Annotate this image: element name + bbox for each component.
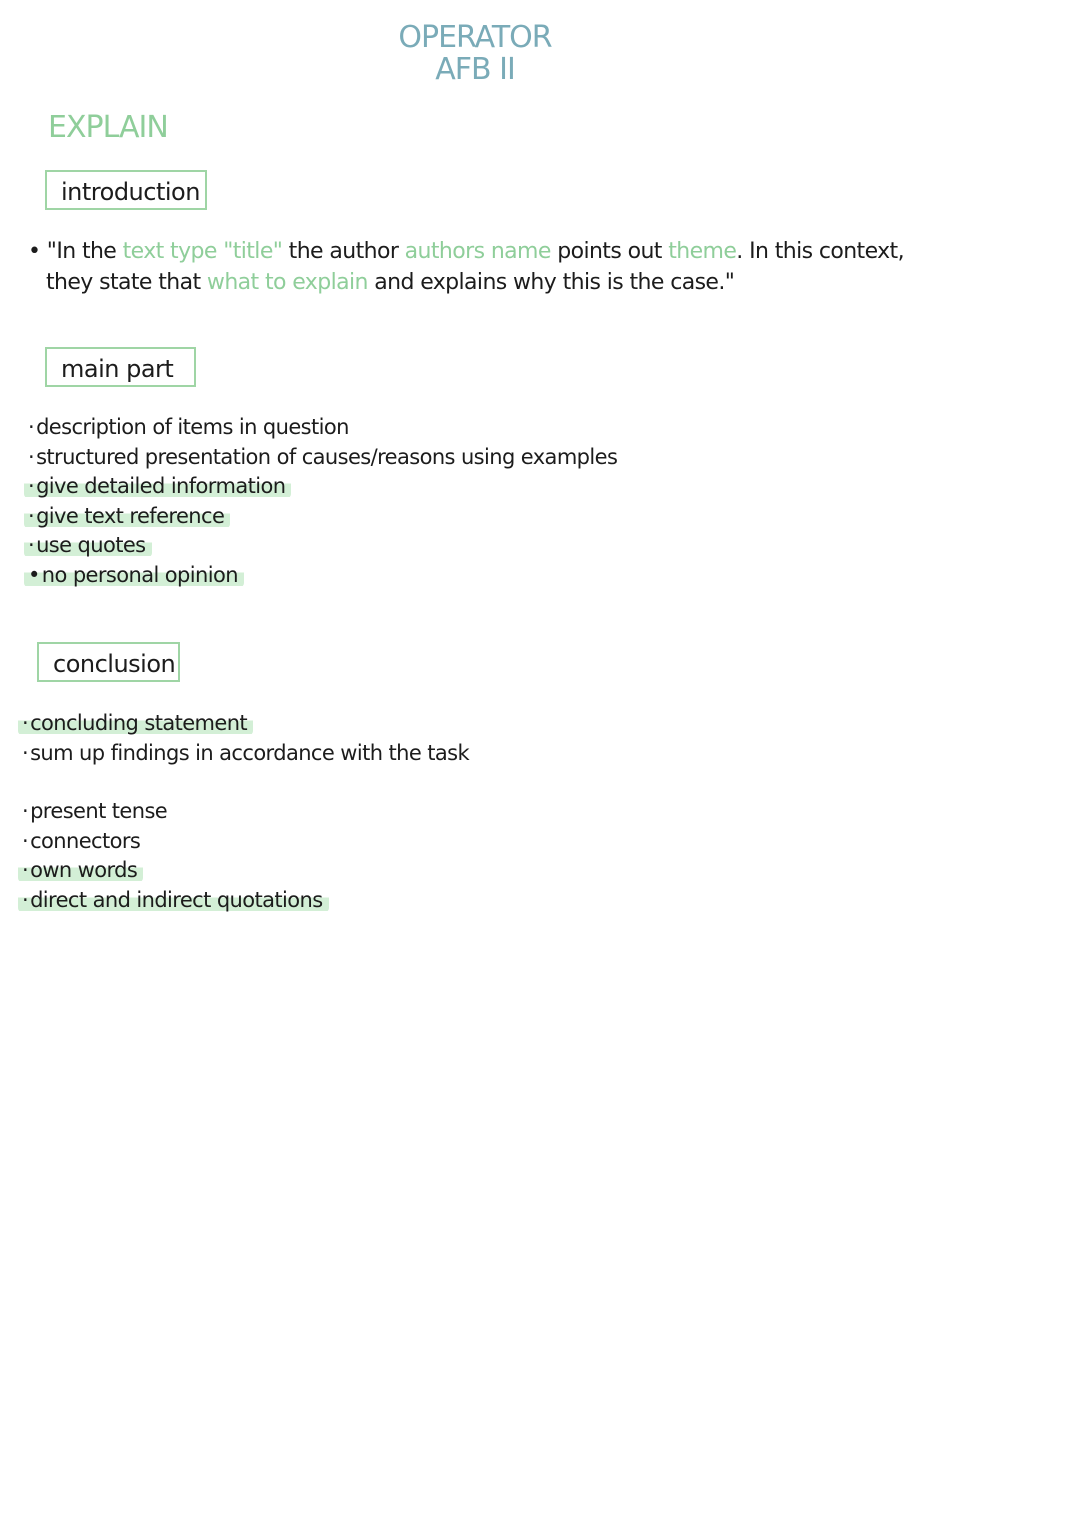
conclusion-label: conclusion <box>53 650 176 678</box>
list-item: ·description of items in question <box>28 415 349 439</box>
intro-text-5: . In this context, <box>736 239 904 264</box>
intro-line-2 <box>28 267 1028 298</box>
list-item: •no personal opinion <box>24 561 623 591</box>
list-item: ·give detailed information <box>24 472 623 502</box>
placeholder-title: "title" <box>223 239 283 264</box>
bullet-dot: • <box>28 239 41 264</box>
page-title: EXPLAIN <box>48 110 168 145</box>
intro-text-3: the author <box>282 239 405 264</box>
intro-text-7: and explains why this is the case." <box>367 270 735 295</box>
list-item: ·present tense <box>22 799 168 823</box>
conclusion-label-box <box>37 642 180 682</box>
main-part-label-box <box>45 347 196 387</box>
list-item: ·own words <box>18 856 329 886</box>
main-part-list <box>24 413 623 590</box>
header-line-operator: OPERATOR <box>398 20 552 55</box>
placeholder-theme: theme <box>668 239 737 264</box>
introduction-template-sentence <box>28 236 1028 298</box>
introduction-label: introduction <box>61 178 200 206</box>
page-header <box>360 22 590 86</box>
list-item: ·structured presentation of causes/reasons using examples <box>28 444 618 469</box>
placeholder-what-to-explain: what to explain <box>206 270 368 295</box>
list-item: ·give text reference <box>24 502 623 532</box>
conclusion-list <box>18 709 475 768</box>
style-notes-list <box>18 797 329 915</box>
intro-text-4: points out <box>550 239 669 264</box>
placeholder-text-type: text type <box>122 239 217 264</box>
list-item: ·use quotes <box>24 531 623 561</box>
list-item: ·concluding statement <box>18 709 475 739</box>
intro-text-1: "In the <box>46 239 123 264</box>
placeholder-authors-name: authors name <box>404 239 551 264</box>
introduction-label-box <box>45 170 207 210</box>
header-line-afb: AFB II <box>435 52 515 87</box>
list-item: ·direct and indirect quotations <box>18 886 329 916</box>
list-item: ·sum up findings in accordance with the task <box>22 740 470 765</box>
intro-text-6: they state that <box>46 270 207 295</box>
main-part-label: main part <box>61 355 174 383</box>
list-item: ·connectors <box>22 828 141 853</box>
